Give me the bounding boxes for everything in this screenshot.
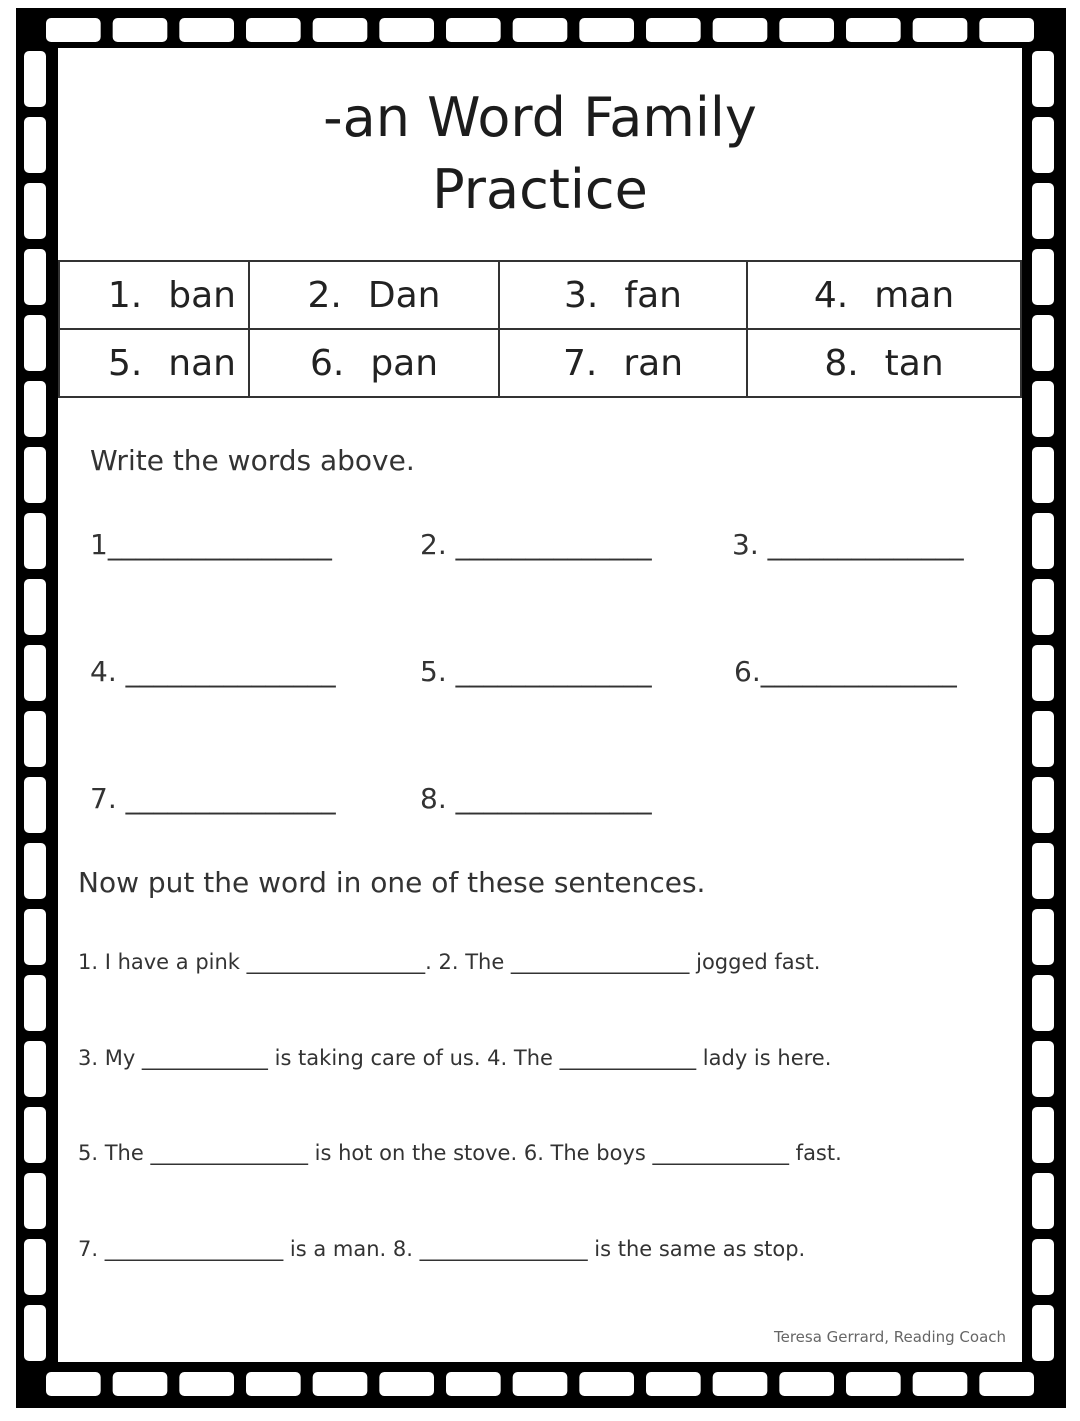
word-cell	[747, 261, 1021, 329]
sentence-line-3[interactable]: 5. The _______________ is hot on the stove. 6. The boys _____________ fast.	[78, 1141, 842, 1165]
write-words-instruction: Write the words above.	[90, 444, 415, 477]
word-number: 4.	[813, 274, 849, 316]
word-cell	[747, 329, 1021, 397]
word-number: 6.	[309, 342, 345, 384]
word-list-table	[58, 260, 1022, 398]
author-credit: Teresa Gerrard, Reading Coach	[774, 1328, 1007, 1346]
write-blank-1[interactable]: 1________________	[90, 528, 332, 561]
word-cell	[249, 329, 499, 397]
word: tan	[884, 342, 944, 384]
word-number: 8.	[824, 342, 859, 384]
word: fan	[624, 274, 682, 316]
table-row	[59, 329, 1021, 397]
word-cell	[249, 261, 499, 329]
word: man	[874, 274, 955, 316]
word: nan	[168, 342, 236, 384]
word-number: 2.	[307, 274, 342, 316]
word-cell	[59, 261, 249, 329]
word: pan	[370, 342, 439, 384]
word-number: 5.	[107, 342, 143, 384]
sentence-line-4[interactable]: 7. _________________ is a man. 8. ________________ is the same as stop.	[78, 1237, 806, 1261]
word-number: 1.	[107, 274, 143, 316]
word-number: 3.	[564, 274, 599, 316]
sentences-instruction: Now put the word in one of these sentences.	[78, 866, 706, 899]
word-cell	[499, 329, 747, 397]
word: ran	[623, 342, 684, 384]
table-row	[59, 261, 1021, 329]
write-blank-3[interactable]: 3. ______________	[732, 528, 964, 561]
write-blank-7[interactable]: 7. _______________	[90, 782, 336, 815]
word-cell	[59, 329, 249, 397]
sentence-line-2[interactable]: 3. My ____________ is taking care of us. 4. The _____________ lady is here.	[78, 1046, 832, 1070]
write-blank-4[interactable]: 4. _______________	[90, 655, 336, 688]
sentence-line-1[interactable]: 1. I have a pink _________________. 2. The _________________ jogged fast.	[78, 950, 821, 974]
write-blank-5[interactable]: 5. ______________	[420, 655, 652, 688]
word: ban	[168, 274, 236, 316]
word-cell	[499, 261, 747, 329]
write-blank-6[interactable]: 6.______________	[734, 655, 957, 688]
page-title-line-1: -an Word Family	[323, 86, 757, 149]
write-blank-8[interactable]: 8. ______________	[420, 782, 652, 815]
word-number: 7.	[562, 342, 598, 384]
word: Dan	[367, 274, 441, 316]
page-title-line-2: Practice	[432, 158, 648, 221]
write-blank-2[interactable]: 2. ______________	[420, 528, 652, 561]
